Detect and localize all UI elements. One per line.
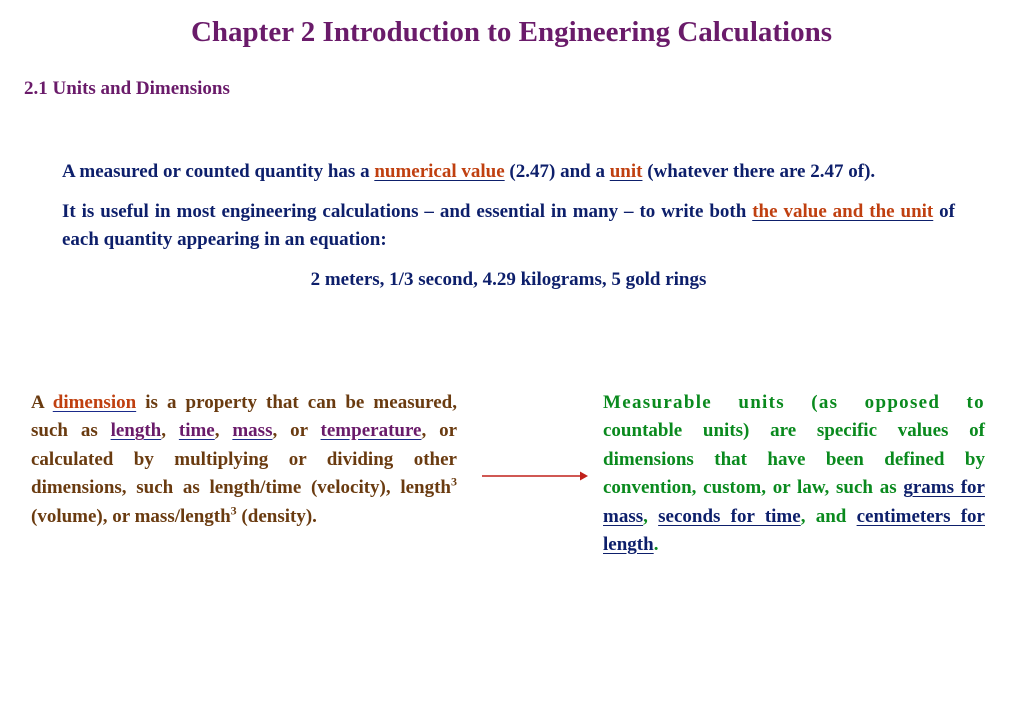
intro-paragraph-2 (62, 198, 955, 254)
slide-title: Chapter 2 Introduction to Engineering Calculations (190, 16, 833, 48)
term-centimeters-for-length: centimeters for length (603, 505, 985, 556)
term-value-and-unit: the value and the unit (752, 201, 934, 222)
dim-sep-2: , (214, 420, 233, 442)
units-text-a: Measurable units (as opposed to (603, 392, 985, 413)
units-sep-1: , (643, 505, 659, 527)
intro-p1-text-b: (2.47) and a (504, 161, 610, 182)
dim-sep-3: , or (272, 420, 321, 442)
intro-p2-text-b: of each quantity appearing in an equation: (62, 201, 956, 250)
intro-p2-text-a: It is useful in most engineering calculations – and essential in many – to write both (62, 201, 753, 222)
dimension-definition (31, 389, 457, 531)
dim-text-a: A (31, 392, 53, 413)
term-mass: mass (232, 420, 273, 442)
units-text-e: . (653, 534, 659, 556)
right-arrow-icon (480, 468, 590, 484)
term-length: length (110, 420, 162, 442)
term-seconds-for-time: seconds for time (658, 505, 801, 527)
units-text-d: , and (800, 505, 857, 527)
intro-paragraph-1 (62, 158, 955, 186)
term-unit: unit (609, 161, 643, 182)
intro-p1-text-a: A measured or counted quantity has a (62, 161, 375, 182)
intro-text (62, 158, 955, 294)
superscript-3: 3 (230, 503, 237, 518)
dim-text-b: is a property that can be measured, such as (31, 392, 457, 442)
examples-line: 2 meters, 1/3 second, 4.29 kilograms, 5 gold rings (310, 269, 707, 290)
term-dimension: dimension (52, 392, 137, 413)
term-grams-for-mass: grams for mass (603, 477, 985, 527)
dim-sep-1: , (161, 420, 179, 442)
intro-p1-text-c: (whatever there are 2.47 of). (642, 161, 876, 182)
section-heading: 2.1 Units and Dimensions (24, 78, 230, 99)
term-temperature: temperature (320, 420, 422, 442)
dim-text-e: (volume), or mass/length (31, 505, 231, 527)
dim-text-d: , or calculated by multiplying or dividing other dimensions, such as length/time (velocity), length (31, 420, 458, 499)
units-text-b: countable units) are specific values of dimensions that have been defined by convention, custom, or law, such as (603, 420, 985, 499)
term-time: time (178, 420, 215, 442)
superscript-3: 3 (451, 474, 457, 489)
dim-text-f: (density). (236, 505, 317, 527)
term-numerical-value: numerical value (374, 161, 505, 182)
measurable-units-definition (603, 389, 985, 559)
